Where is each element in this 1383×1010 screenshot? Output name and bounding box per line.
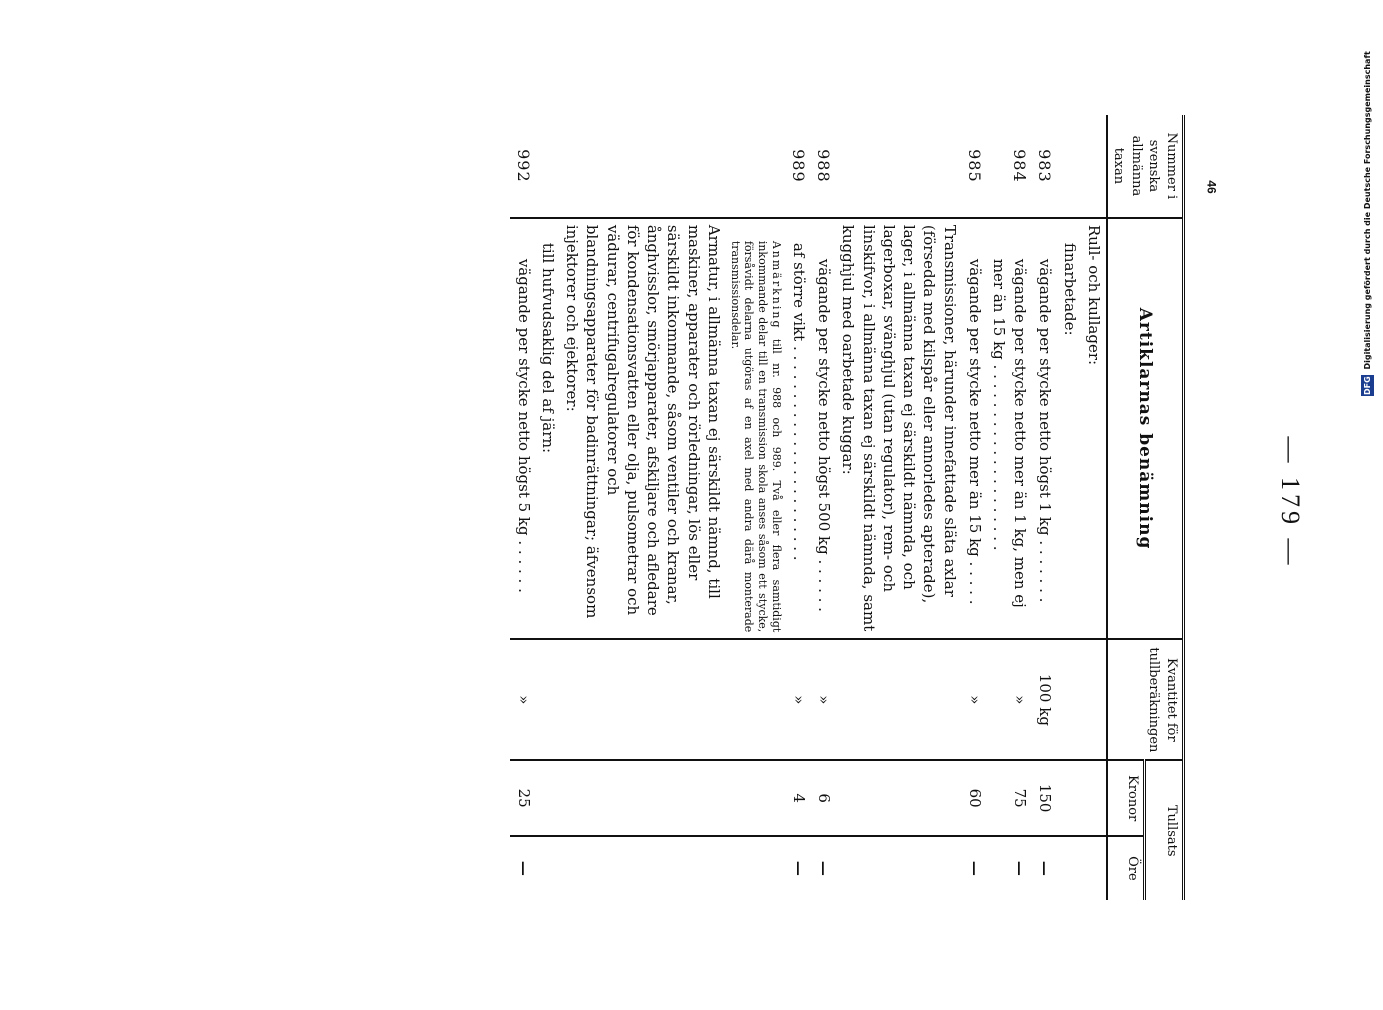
kronor-cell — [726, 760, 785, 835]
kronor-cell — [536, 760, 560, 835]
article-text: Armatur, i allmänna taxan ej särskildt nämnd, till maskiner, apparater och rörledningar, lös eller särskildt inkommande, såsom ventiler och kranar, ånghvisslor, smörjapparater, afskiljare och afledare för kondensationsvatten eller olja, pulsometrar och vädurar, centrifugalregulatorer och blandningsapparater för badinrättningar; äfvensom injektorer och ejektorer: — [563, 224, 723, 619]
kronor-cell: 75 — [987, 760, 1032, 835]
quantity-cell: » — [811, 639, 837, 760]
article-description — [811, 218, 837, 639]
tariff-number: 988 — [814, 149, 834, 183]
tariff-number — [560, 115, 726, 218]
kronor-cell — [560, 760, 726, 835]
quantity-cell: » — [987, 639, 1032, 760]
header-quantity: Kvantitet för tullberäkningen — [1107, 639, 1184, 760]
ore-cell — [536, 836, 560, 900]
tariff-table — [510, 115, 1185, 900]
tariff-row — [987, 115, 1032, 900]
article-text: af större vikt . . . . . . . . . . . . . . . . . . . . . . . — [789, 242, 808, 561]
tariff-row — [536, 115, 560, 900]
kronor-cell: 150 — [1032, 760, 1058, 835]
ore-cell: — — [962, 836, 988, 900]
kronor-cell: 25 — [510, 760, 536, 835]
tariff-row — [510, 115, 536, 900]
dfg-credit-text: Digitalisierung gefördert durch die Deutsche Forschungsgemeinschaft — [1363, 51, 1372, 370]
quantity-cell — [560, 639, 726, 760]
page-number: — 179 — — [1276, 436, 1305, 569]
article-description — [987, 218, 1032, 639]
quantity-cell: » — [962, 639, 988, 760]
tariff-row — [726, 115, 785, 900]
article-description — [785, 218, 811, 639]
quantity-cell: 100 kg — [1032, 639, 1058, 760]
quantity-cell — [836, 639, 962, 760]
tariff-row — [1032, 115, 1058, 900]
article-text: vägande per stycke netto högst 1 kg . . . . . . . — [1036, 258, 1055, 603]
quantity-cell — [536, 639, 560, 760]
ore-cell: — — [1032, 836, 1058, 900]
tariff-number: 992 — [513, 149, 533, 183]
kronor-cell — [1057, 760, 1081, 835]
article-description — [1032, 218, 1058, 639]
quantity-cell — [726, 639, 785, 760]
header-number: Nummer i svenska allmänna taxan — [1107, 115, 1184, 218]
header-kronor: Kronor — [1107, 760, 1145, 835]
tariff-row — [1057, 115, 1081, 900]
article-description — [1057, 218, 1081, 639]
dfg-logo: DFG — [1363, 376, 1372, 395]
quantity-cell — [1082, 639, 1107, 760]
article-text: Transmissioner, härunder innefattade släta axlar (försedda med kilspår eller annorledes apterade), lager, i allmänna taxan ej särskildt nämnda, och lagerboxar, svänghjul (utan regulator), rem- och linskifvor, i allmänna taxan ej särskildt nämnda, samt kugghjul med oarbetade kuggar: — [839, 224, 959, 632]
article-description — [536, 218, 560, 639]
article-text: till hufvudsaklig del af järn: — [538, 242, 557, 454]
article-description — [836, 218, 962, 639]
kronor-cell: 60 — [962, 760, 988, 835]
tariff-number — [1057, 115, 1081, 218]
article-text: Rull- och kullager: — [1084, 224, 1103, 366]
sheet-mark: 46 — [1204, 180, 1219, 194]
article-description — [510, 218, 536, 639]
dfg-side-note — [1361, 6, 1375, 396]
kronor-cell: 4 — [785, 760, 811, 835]
quantity-cell — [1057, 639, 1081, 760]
tariff-row — [785, 115, 811, 900]
ore-cell — [1057, 836, 1081, 900]
ore-cell: — — [510, 836, 536, 900]
quantity-cell: » — [785, 639, 811, 760]
tariff-number — [1082, 115, 1107, 218]
header-rate: Tullsats — [1145, 760, 1184, 900]
article-text: finarbetade: — [1060, 242, 1079, 336]
article-text: vägande per stycke netto mer än 1 kg, men ej mer än 15 kg . . . . . . . . . . . . . . . . . . . . — [990, 258, 1029, 608]
ore-cell: — — [811, 836, 837, 900]
tariff-row — [962, 115, 988, 900]
tariff-number — [536, 115, 560, 218]
kronor-cell: 6 — [811, 760, 837, 835]
article-description — [962, 218, 988, 639]
tariff-row — [836, 115, 962, 900]
kronor-cell — [1082, 760, 1107, 835]
note-lead: Anmärkning — [769, 240, 783, 330]
tariff-row — [560, 115, 726, 900]
tariff-number — [836, 115, 962, 218]
quantity-cell: » — [510, 639, 536, 760]
ore-cell — [1082, 836, 1107, 900]
note-text: till nr. 988 och 989. Två eller flera samtidigt inkommande delar till en transmission skola anses såsom ett stycke, försåvidt delarna utgöras af en axel med andra därå monterade transmissionsdelar. — [728, 240, 783, 633]
article-description — [560, 218, 726, 639]
article-description — [1082, 218, 1107, 639]
article-text: vägande per stycke netto högst 5 kg . . . . . . — [514, 258, 533, 593]
article-text: vägande per stycke netto högst 500 kg . . . . . . — [815, 258, 834, 612]
ore-cell — [836, 836, 962, 900]
tariff-number: 985 — [965, 149, 985, 183]
kronor-cell — [836, 760, 962, 835]
ore-cell — [726, 836, 785, 900]
tariff-body — [510, 115, 1107, 900]
tariff-number — [726, 115, 785, 218]
ore-cell — [560, 836, 726, 900]
tariff-row — [811, 115, 837, 900]
header-article: Artiklarnas benämning — [1107, 218, 1184, 639]
tariff-row — [1082, 115, 1107, 900]
tariff-number: 984 — [1009, 149, 1029, 183]
header-ore: Öre — [1107, 836, 1145, 900]
ore-cell: — — [987, 836, 1032, 900]
tariff-number: 983 — [1035, 149, 1055, 183]
tariff-number: 989 — [788, 149, 808, 183]
article-description — [726, 218, 785, 639]
ore-cell: — — [785, 836, 811, 900]
article-text: vägande per stycke netto mer än 15 kg . . . . . — [966, 258, 985, 605]
